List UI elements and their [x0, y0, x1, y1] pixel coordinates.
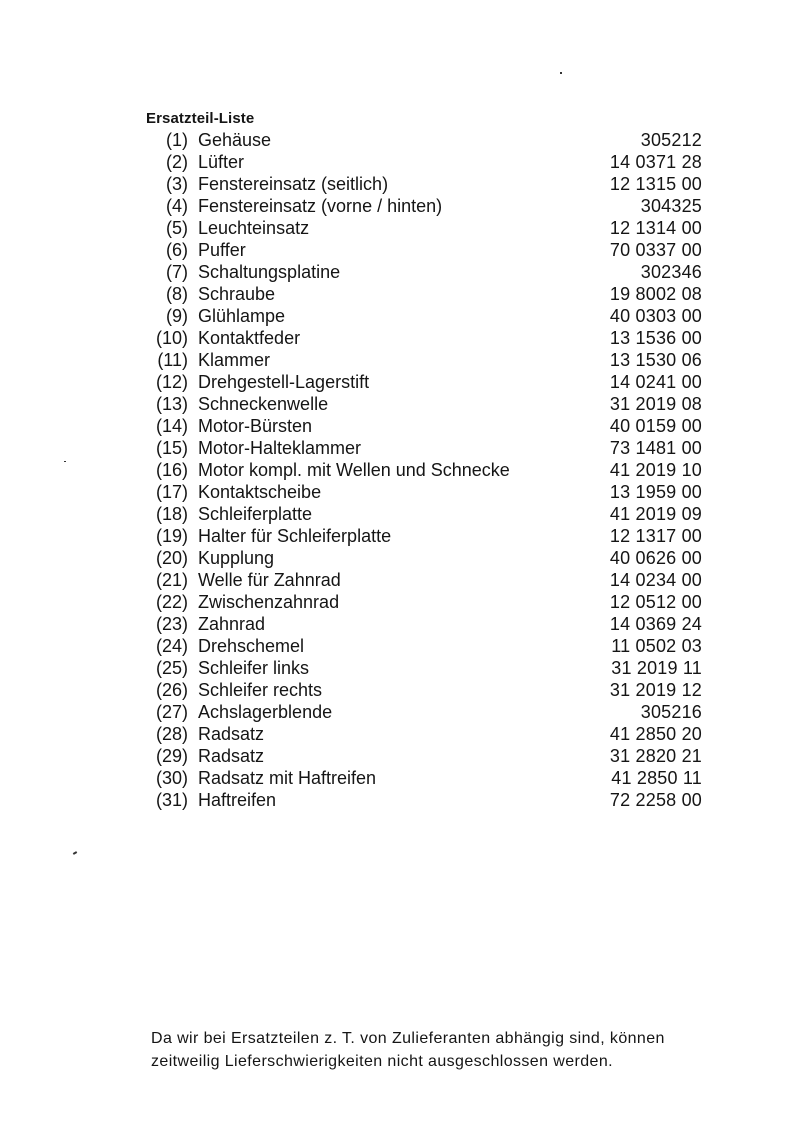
part-code: 31 2820 21 — [609, 746, 702, 766]
part-code: 41 2019 10 — [609, 460, 702, 480]
part-code: 31 2019 11 — [611, 658, 702, 678]
part-name: Motor-Halteklammer — [198, 438, 362, 458]
part-number: (6) — [166, 240, 188, 260]
part-name: Radsatz mit Haftreifen — [198, 768, 377, 788]
scan-speck — [560, 72, 562, 74]
list-item — [146, 503, 716, 525]
part-number: (21) — [155, 570, 188, 590]
list-item — [146, 767, 716, 789]
list-item — [146, 305, 716, 327]
part-name: Gehäuse — [198, 130, 272, 150]
part-code: 40 0303 00 — [609, 306, 702, 326]
part-code: 41 2850 11 — [611, 768, 702, 788]
part-number: (4) — [166, 196, 188, 216]
part-name: Kupplung — [198, 548, 275, 568]
list-item — [146, 613, 716, 635]
list-item — [146, 591, 716, 613]
list-item — [146, 481, 716, 503]
part-code: 73 1481 00 — [609, 438, 702, 458]
part-number: (12) — [155, 372, 188, 392]
part-name: Fenstereinsatz (vorne / hinten) — [198, 196, 443, 216]
part-name: Glühlampe — [198, 306, 286, 326]
list-item — [146, 129, 716, 151]
part-code: 40 0159 00 — [609, 416, 702, 436]
list-item — [146, 657, 716, 679]
list-item — [146, 635, 716, 657]
part-number: (7) — [166, 262, 188, 282]
list-item — [146, 261, 716, 283]
part-number: (2) — [166, 152, 188, 172]
part-number: (17) — [155, 482, 188, 502]
part-name: Kontaktscheibe — [198, 482, 322, 502]
part-name: Motor kompl. mit Wellen und Schnecke — [198, 460, 510, 480]
part-name: Schraube — [198, 284, 276, 304]
part-code: 12 1317 00 — [609, 526, 702, 546]
part-number: (25) — [155, 658, 188, 678]
part-name: Drehgestell-Lagerstift — [198, 372, 370, 392]
part-code: 304325 — [640, 196, 702, 216]
part-number: (24) — [155, 636, 188, 656]
part-code: 305212 — [640, 130, 702, 150]
part-code: 12 0512 00 — [609, 592, 702, 612]
part-name: Drehschemel — [198, 636, 305, 656]
list-item — [146, 789, 716, 811]
part-code: 13 1959 00 — [609, 482, 702, 502]
scan-speck — [73, 851, 77, 855]
list-item — [146, 701, 716, 723]
parts-list — [146, 129, 716, 811]
page-title: Ersatzteil-Liste — [146, 110, 255, 127]
part-name: Schleifer links — [198, 658, 310, 678]
part-name: Zahnrad — [198, 614, 266, 634]
part-name: Lüfter — [198, 152, 245, 172]
part-code: 12 1314 00 — [609, 218, 702, 238]
list-item — [146, 393, 716, 415]
part-code: 14 0371 28 — [609, 152, 702, 172]
part-name: Schneckenwelle — [198, 394, 329, 414]
list-item — [146, 415, 716, 437]
part-code: 12 1315 00 — [609, 174, 702, 194]
list-item — [146, 437, 716, 459]
part-code: 41 2019 09 — [609, 504, 702, 524]
part-code: 40 0626 00 — [609, 548, 702, 568]
list-item — [146, 195, 716, 217]
part-name: Puffer — [198, 240, 246, 260]
part-code: 72 2258 00 — [609, 790, 702, 810]
list-item — [146, 151, 716, 173]
part-number: (11) — [157, 350, 188, 370]
part-number: (3) — [166, 174, 188, 194]
part-number: (26) — [155, 680, 188, 700]
part-name: Radsatz — [198, 746, 265, 766]
part-number: (30) — [155, 768, 188, 788]
part-name: Haftreifen — [198, 790, 277, 810]
part-code: 14 0241 00 — [609, 372, 702, 392]
list-item — [146, 217, 716, 239]
part-number: (29) — [155, 746, 188, 766]
part-number: (13) — [155, 394, 188, 414]
list-item — [146, 349, 716, 371]
list-item — [146, 679, 716, 701]
part-number: (16) — [155, 460, 188, 480]
part-number: (14) — [155, 416, 188, 436]
list-item — [146, 283, 716, 305]
part-number: (8) — [166, 284, 188, 304]
part-name: Achslagerblende — [198, 702, 333, 722]
part-code: 70 0337 00 — [609, 240, 702, 260]
scan-speck — [64, 461, 66, 462]
part-number: (27) — [155, 702, 188, 722]
part-number: (28) — [155, 724, 188, 744]
part-name: Kontaktfeder — [198, 328, 301, 348]
part-name: Schleiferplatte — [198, 504, 313, 524]
list-item — [146, 723, 716, 745]
part-code: 13 1530 06 — [609, 350, 702, 370]
part-number: (31) — [155, 790, 188, 810]
part-name: Welle für Zahnrad — [198, 570, 341, 590]
part-number: (18) — [155, 504, 188, 524]
list-item — [146, 547, 716, 569]
part-name: Schaltungsplatine — [198, 262, 341, 282]
part-code: 14 0234 00 — [609, 570, 702, 590]
part-code: 14 0369 24 — [609, 614, 702, 634]
part-number: (22) — [155, 592, 188, 612]
part-name: Motor-Bürsten — [198, 416, 313, 436]
part-code: 19 8002 08 — [609, 284, 702, 304]
part-code: 13 1536 00 — [609, 328, 702, 348]
part-name: Fenstereinsatz (seitlich) — [198, 174, 389, 194]
footer-note: Da wir bei Ersatzteilen z. T. von Zulieferanten abhängig sind, können zeitweilig Lieferschwierigkeiten nicht ausgeschlossen werden. — [151, 1030, 665, 1070]
list-item — [146, 239, 716, 261]
part-number: (19) — [155, 526, 188, 546]
part-code: 11 0502 03 — [611, 636, 702, 656]
part-number: (9) — [166, 306, 188, 326]
part-name: Halter für Schleiferplatte — [198, 526, 392, 546]
part-code: 305216 — [640, 702, 702, 722]
list-item — [146, 525, 716, 547]
part-name: Schleifer rechts — [198, 680, 323, 700]
list-item — [146, 371, 716, 393]
part-code: 41 2850 20 — [609, 724, 702, 744]
list-item — [146, 569, 716, 591]
part-code: 302346 — [640, 262, 702, 282]
part-name: Radsatz — [198, 724, 265, 744]
part-number: (20) — [155, 548, 188, 568]
part-name: Leuchteinsatz — [198, 218, 310, 238]
list-item — [146, 745, 716, 767]
part-code: 31 2019 12 — [609, 680, 702, 700]
part-number: (23) — [155, 614, 188, 634]
part-number: (1) — [166, 130, 188, 150]
part-number: (10) — [155, 328, 188, 348]
part-name: Klammer — [198, 350, 271, 370]
list-item — [146, 173, 716, 195]
part-number: (15) — [155, 438, 188, 458]
part-number: (5) — [166, 218, 188, 238]
part-code: 31 2019 08 — [609, 394, 702, 414]
list-item — [146, 327, 716, 349]
part-name: Zwischenzahnrad — [198, 592, 340, 612]
list-item — [146, 459, 716, 481]
